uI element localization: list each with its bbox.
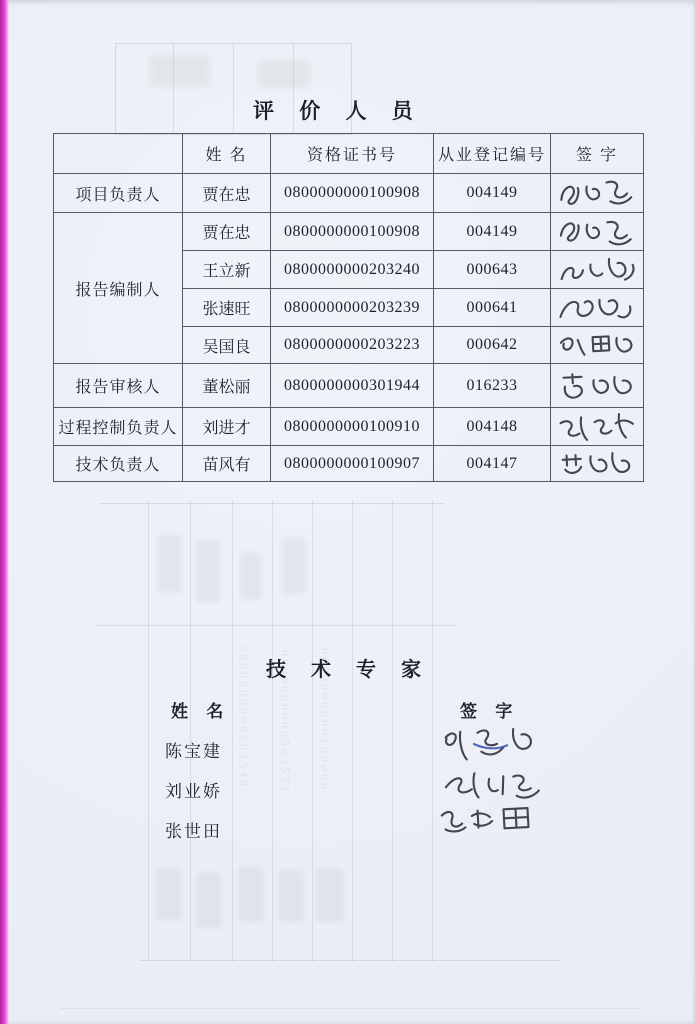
role-cell: 过程控制负责人	[54, 408, 183, 446]
table-row	[54, 408, 644, 446]
header-reg: 从业登记编号	[434, 134, 551, 174]
role-cell: 报告编制人	[54, 213, 183, 364]
name-cell: 苗风有	[183, 446, 271, 482]
signature-cell	[551, 289, 644, 327]
signature-cell	[551, 251, 644, 289]
role-cell: 项目负责人	[54, 174, 183, 213]
signature-wang-li-xin	[553, 249, 642, 290]
table-row	[54, 213, 644, 251]
cert-cell: 0800000000100908	[271, 174, 434, 213]
name-cell: 王立新	[183, 251, 271, 289]
ghost-text-blob	[238, 866, 264, 922]
signature-zhang-su-wang	[553, 288, 641, 326]
table-header-row	[54, 134, 644, 174]
ghost-text-blob	[282, 538, 306, 594]
ghost-line	[432, 500, 433, 962]
table-row	[54, 174, 644, 213]
name-cell: 董松丽	[183, 364, 271, 408]
signature-cell	[551, 327, 644, 364]
signature-cell	[551, 213, 644, 251]
reg-cell: 016233	[434, 364, 551, 408]
name-cell: 刘进才	[183, 408, 271, 446]
cert-cell: 0800000000203223	[271, 327, 434, 364]
cert-cell: 0800000000100910	[271, 408, 434, 446]
cert-cell: 0800000000203239	[271, 289, 434, 327]
ghost-stamp-blob	[150, 55, 210, 87]
header-cert: 资格证书号	[271, 134, 434, 174]
expert-name: 陈宝建	[165, 742, 222, 761]
experts-name-label: 姓 名	[171, 702, 231, 721]
signature-wu-guo-liang	[553, 326, 641, 364]
header-sign: 签 字	[551, 134, 644, 174]
reg-cell: 000643	[434, 251, 551, 289]
reg-cell: 000642	[434, 327, 551, 364]
ghost-line	[352, 500, 353, 962]
ghost-line	[140, 960, 560, 961]
signature-jia-zai-zhong	[553, 213, 640, 250]
cert-cell: 0800000000301944	[271, 364, 434, 408]
ghost-line	[272, 500, 273, 962]
name-cell: 吴国良	[183, 327, 271, 364]
scan-edge-stripe	[0, 0, 9, 1024]
ghost-text-blob	[316, 868, 344, 922]
signature-zhang-shi-tian	[435, 797, 547, 841]
experts-sign-label: 签 字	[460, 702, 520, 721]
table-row	[54, 364, 644, 408]
signature-jia-zai-zhong	[553, 174, 641, 212]
table-row	[54, 446, 644, 482]
cert-cell: 0800000000100907	[271, 446, 434, 482]
signature-liu-jin-cai	[553, 406, 642, 447]
signature-miao-feng-you	[553, 444, 641, 482]
ghost-bleedthrough-number: 0800000000100908	[318, 648, 332, 792]
ghost-line	[190, 500, 191, 962]
ghost-text-blob	[156, 868, 182, 920]
evaluators-title: 评 价 人 员	[253, 99, 423, 123]
expert-name: 张世田	[165, 822, 222, 841]
cert-cell: 0800000000203240	[271, 251, 434, 289]
reg-cell: 000641	[434, 289, 551, 327]
signature-dong-song-li	[553, 366, 641, 404]
ghost-line	[173, 43, 174, 133]
signature-chen-bao-jian	[437, 719, 549, 771]
signature-cell	[551, 408, 644, 446]
ghost-line	[148, 500, 149, 962]
signature-cell	[551, 364, 644, 408]
name-cell: 贾在忠	[183, 213, 271, 251]
signature-cell	[551, 174, 644, 213]
ghost-stamp-blob	[258, 60, 310, 88]
reg-cell: 004149	[434, 174, 551, 213]
cert-cell: 0800000000100908	[271, 213, 434, 251]
ghost-text-blob	[196, 872, 222, 928]
ghost-line	[60, 1008, 640, 1009]
role-cell: 技术负责人	[54, 446, 183, 482]
ghost-bleedthrough-number: 0800000000203223	[278, 650, 292, 794]
name-cell: 贾在忠	[183, 174, 271, 213]
ghost-bleedthrough-number: 0800000000203240	[236, 645, 250, 789]
evaluators-table	[53, 133, 644, 482]
role-cell: 报告审核人	[54, 364, 183, 408]
ghost-text-blob	[278, 870, 304, 922]
signature-cell	[551, 446, 644, 482]
header-role	[54, 134, 183, 174]
experts-title: 技 术 专 家	[266, 659, 431, 681]
reg-cell: 004147	[434, 446, 551, 482]
ghost-line	[96, 625, 456, 626]
reg-cell: 004149	[434, 213, 551, 251]
reg-cell: 004148	[434, 408, 551, 446]
ghost-text-blob	[196, 540, 220, 602]
ghost-line	[312, 500, 313, 962]
ghost-line	[232, 500, 233, 962]
ghost-line	[233, 43, 234, 133]
ghost-text-blob	[240, 552, 262, 600]
name-cell: 张速旺	[183, 289, 271, 327]
header-name: 姓 名	[183, 134, 271, 174]
expert-name: 刘业娇	[165, 782, 222, 801]
ghost-text-blob	[158, 535, 182, 593]
ghost-line	[100, 503, 445, 504]
ghost-line	[392, 500, 393, 962]
